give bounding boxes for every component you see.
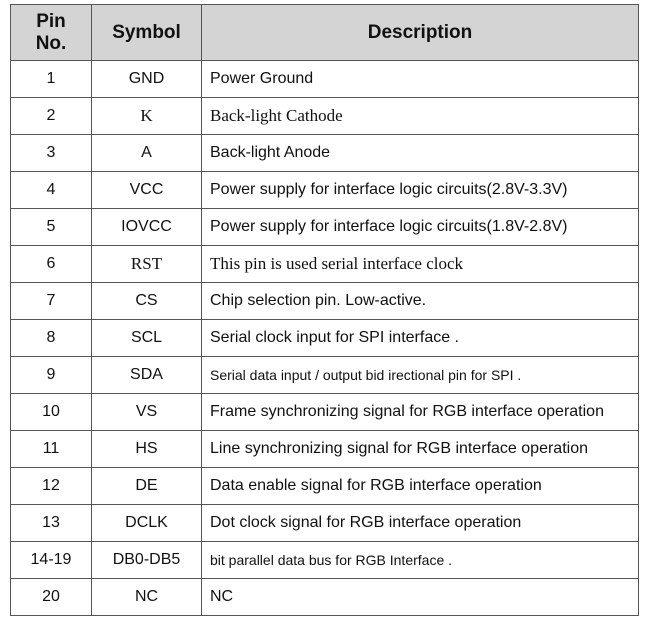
description-cell: Chip selection pin. Low-active. — [202, 283, 639, 320]
symbol-cell: A — [92, 135, 202, 172]
table-row — [11, 61, 639, 98]
description-cell: Power Ground — [202, 61, 639, 98]
table-row — [11, 357, 639, 394]
pin-number-cell: 4 — [11, 172, 92, 209]
description-cell: Serial data input / output bid irectional pin for SPI . — [202, 357, 639, 394]
header-symbol: Symbol — [92, 5, 202, 61]
description-cell: This pin is used serial interface clock — [202, 246, 639, 283]
pin-number-cell: 20 — [11, 579, 92, 616]
pin-number-cell: 10 — [11, 394, 92, 431]
table-row — [11, 135, 639, 172]
table-row — [11, 320, 639, 357]
table-row — [11, 98, 639, 135]
pin-number-cell: 8 — [11, 320, 92, 357]
header-pin-no — [11, 5, 92, 61]
symbol-cell: IOVCC — [92, 209, 202, 246]
pin-number-cell: 11 — [11, 431, 92, 468]
description-cell: Power supply for interface logic circuits(2.8V-3.3V) — [202, 172, 639, 209]
symbol-cell: NC — [92, 579, 202, 616]
description-cell: Back-light Anode — [202, 135, 639, 172]
symbol-cell: DCLK — [92, 505, 202, 542]
pin-number-cell: 6 — [11, 246, 92, 283]
pin-description-table — [10, 4, 639, 616]
table-row — [11, 579, 639, 616]
symbol-cell: DE — [92, 468, 202, 505]
header-description: Description — [202, 5, 639, 61]
symbol-cell: GND — [92, 61, 202, 98]
pin-number-cell: 13 — [11, 505, 92, 542]
symbol-cell: SCL — [92, 320, 202, 357]
symbol-cell: DB0-DB5 — [92, 542, 202, 579]
symbol-cell: CS — [92, 283, 202, 320]
pin-number-cell: 9 — [11, 357, 92, 394]
pin-number-cell: 14-19 — [11, 542, 92, 579]
symbol-cell: HS — [92, 431, 202, 468]
pin-number-cell: 1 — [11, 61, 92, 98]
table-row — [11, 542, 639, 579]
table-row — [11, 209, 639, 246]
symbol-cell: SDA — [92, 357, 202, 394]
description-cell: Frame synchronizing signal for RGB interface operation — [202, 394, 639, 431]
description-cell: Data enable signal for RGB interface operation — [202, 468, 639, 505]
pin-number-cell: 3 — [11, 135, 92, 172]
table-row — [11, 394, 639, 431]
table-row — [11, 505, 639, 542]
symbol-cell: RST — [92, 246, 202, 283]
table-row — [11, 468, 639, 505]
symbol-cell: K — [92, 98, 202, 135]
header-pin-no-line1: Pin — [36, 10, 66, 32]
description-cell: bit parallel data bus for RGB Interface . — [202, 542, 639, 579]
description-cell: Serial clock input for SPI interface . — [202, 320, 639, 357]
table-row — [11, 172, 639, 209]
description-cell: Dot clock signal for RGB interface operation — [202, 505, 639, 542]
description-cell: Back-light Cathode — [202, 98, 639, 135]
table-row — [11, 431, 639, 468]
symbol-cell: VS — [92, 394, 202, 431]
table-body — [11, 61, 639, 616]
symbol-cell: VCC — [92, 172, 202, 209]
table-row — [11, 246, 639, 283]
pin-number-cell: 12 — [11, 468, 92, 505]
pin-number-cell: 7 — [11, 283, 92, 320]
table-row — [11, 283, 639, 320]
header-pin-no-line2: No. — [35, 32, 67, 54]
table-header-row — [11, 5, 639, 61]
pin-number-cell: 5 — [11, 209, 92, 246]
description-cell: Line synchronizing signal for RGB interface operation — [202, 431, 639, 468]
pin-number-cell: 2 — [11, 98, 92, 135]
description-cell: NC — [202, 579, 639, 616]
description-cell: Power supply for interface logic circuits(1.8V-2.8V) — [202, 209, 639, 246]
